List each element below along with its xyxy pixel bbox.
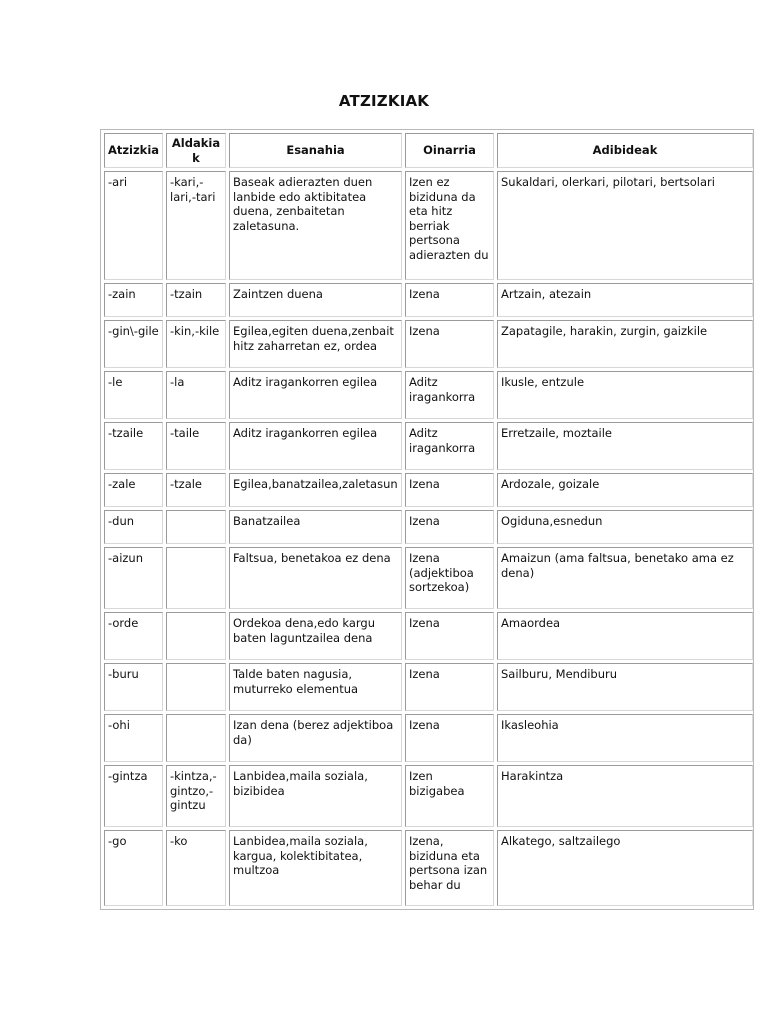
- header-atzizkia: Atzizkia: [104, 133, 163, 168]
- cell-oinarria: Izena: [405, 510, 494, 544]
- cell-esanahia: Baseak adierazten duen lanbide edo aktibitatea duena, zenbaitetan zaletasuna.: [229, 171, 402, 280]
- cell-adibideak: Alkatego, saltzailego: [497, 830, 753, 906]
- cell-adibideak: Erretzaile, moztaile: [497, 422, 753, 470]
- cell-atzizkia: -gin\-gile: [104, 320, 163, 368]
- header-aldakiak: Aldakiak: [166, 133, 226, 168]
- table-row: [104, 663, 753, 711]
- cell-oinarria: Izena: [405, 473, 494, 507]
- cell-oinarria: Izena (adjektiboa sortzekoa): [405, 547, 494, 609]
- cell-adibideak: Amaizun (ama faltsua, benetako ama ez dena): [497, 547, 753, 609]
- cell-esanahia: Lanbidea,maila soziala, kargua, kolektibitatea, multzoa: [229, 830, 402, 906]
- cell-adibideak: Ogiduna,esnedun: [497, 510, 753, 544]
- suffix-table-frame: [100, 129, 754, 910]
- cell-esanahia: Egilea,banatzailea,zaletasun: [229, 473, 402, 507]
- table-row: [104, 473, 753, 507]
- table-row: [104, 320, 753, 368]
- table-row: [104, 283, 753, 317]
- cell-oinarria: Izena: [405, 714, 494, 762]
- cell-oinarria: Izena: [405, 320, 494, 368]
- cell-adibideak: Ardozale, goizale: [497, 473, 753, 507]
- cell-atzizkia: -orde: [104, 612, 163, 660]
- cell-esanahia: Aditz iragankorren egilea: [229, 422, 402, 470]
- cell-atzizkia: -zale: [104, 473, 163, 507]
- cell-adibideak: Sukaldari, olerkari, pilotari, bertsolari: [497, 171, 753, 280]
- table-row: [104, 547, 753, 609]
- table-row: [104, 371, 753, 419]
- table-row: [104, 612, 753, 660]
- cell-oinarria: Aditz iragankorra: [405, 422, 494, 470]
- cell-adibideak: Artzain, atezain: [497, 283, 753, 317]
- cell-aldakiak: -ko: [166, 830, 226, 906]
- cell-atzizkia: -tzaile: [104, 422, 163, 470]
- cell-aldakiak: [166, 612, 226, 660]
- table-row: [104, 510, 753, 544]
- cell-esanahia: Banatzailea: [229, 510, 402, 544]
- cell-esanahia: Izan dena (berez adjektiboa da): [229, 714, 402, 762]
- cell-esanahia: Egilea,egiten duena,zenbait hitz zaharretan ez, ordea: [229, 320, 402, 368]
- cell-aldakiak: -tzale: [166, 473, 226, 507]
- cell-adibideak: Ikasleohia: [497, 714, 753, 762]
- cell-esanahia: Aditz iragankorren egilea: [229, 371, 402, 419]
- header-adibideak: Adibideak: [497, 133, 753, 168]
- table-row: [104, 171, 753, 280]
- table-row: [104, 830, 753, 906]
- header-esanahia: Esanahia: [229, 133, 402, 168]
- cell-oinarria: Izena, biziduna eta pertsona izan behar du: [405, 830, 494, 906]
- cell-atzizkia: -dun: [104, 510, 163, 544]
- cell-esanahia: Zaintzen duena: [229, 283, 402, 317]
- cell-atzizkia: -zain: [104, 283, 163, 317]
- cell-adibideak: Harakintza: [497, 765, 753, 827]
- table-row: [104, 765, 753, 827]
- table-row: [104, 714, 753, 762]
- document-title: ATZIZKIAK: [338, 92, 430, 110]
- cell-aldakiak: [166, 663, 226, 711]
- table-row: [104, 422, 753, 470]
- cell-oinarria: Aditz iragankorra: [405, 371, 494, 419]
- cell-esanahia: Talde baten nagusia, muturreko elementua: [229, 663, 402, 711]
- cell-esanahia: Ordekoa dena,edo kargu baten laguntzailea dena: [229, 612, 402, 660]
- cell-atzizkia: -aizun: [104, 547, 163, 609]
- cell-oinarria: Izena: [405, 663, 494, 711]
- cell-aldakiak: [166, 510, 226, 544]
- cell-atzizkia: -ari: [104, 171, 163, 280]
- header-oinarria: Oinarria: [405, 133, 494, 168]
- cell-atzizkia: -le: [104, 371, 163, 419]
- cell-adibideak: Sailburu, Mendiburu: [497, 663, 753, 711]
- cell-oinarria: Izen ez biziduna da eta hitz berriak pertsona adierazten du: [405, 171, 494, 280]
- cell-aldakiak: [166, 714, 226, 762]
- cell-atzizkia: -ohi: [104, 714, 163, 762]
- cell-esanahia: Lanbidea,maila soziala, bizibidea: [229, 765, 402, 827]
- cell-atzizkia: -gintza: [104, 765, 163, 827]
- cell-adibideak: Ikusle, entzule: [497, 371, 753, 419]
- cell-adibideak: Zapatagile, harakin, zurgin, gaizkile: [497, 320, 753, 368]
- cell-esanahia: Faltsua, benetakoa ez dena: [229, 547, 402, 609]
- cell-adibideak: Amaordea: [497, 612, 753, 660]
- cell-atzizkia: -go: [104, 830, 163, 906]
- cell-aldakiak: -taile: [166, 422, 226, 470]
- cell-aldakiak: -la: [166, 371, 226, 419]
- cell-oinarria: Izena: [405, 612, 494, 660]
- cell-aldakiak: -kin,-kile: [166, 320, 226, 368]
- cell-aldakiak: -tzain: [166, 283, 226, 317]
- suffix-table: [101, 130, 756, 909]
- cell-aldakiak: -kari,-lari,-tari: [166, 171, 226, 280]
- cell-aldakiak: -kintza,-gintzo,-gintzu: [166, 765, 226, 827]
- cell-oinarria: Izen bizigabea: [405, 765, 494, 827]
- table-header-row: [104, 133, 753, 168]
- cell-atzizkia: -buru: [104, 663, 163, 711]
- cell-oinarria: Izena: [405, 283, 494, 317]
- cell-aldakiak: [166, 547, 226, 609]
